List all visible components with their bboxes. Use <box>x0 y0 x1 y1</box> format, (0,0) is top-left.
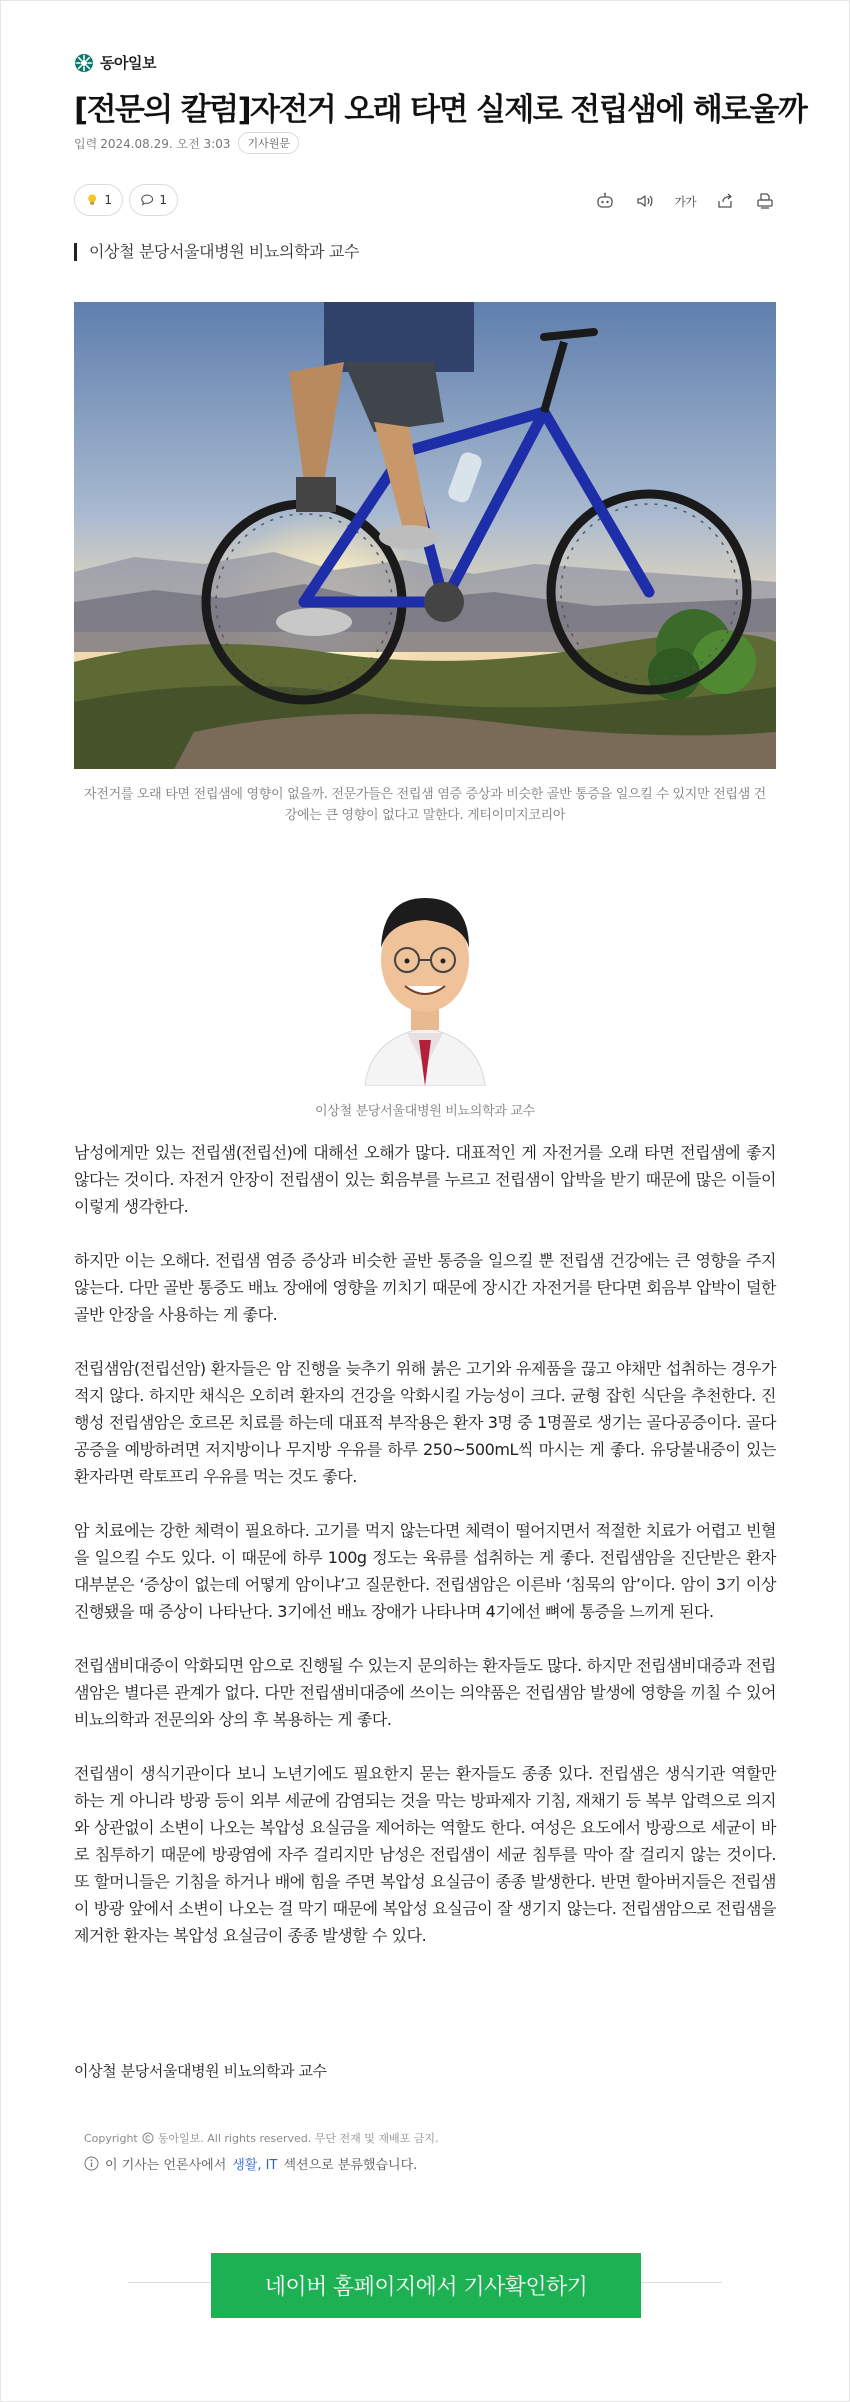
bicycle-photo <box>74 302 776 769</box>
byline: 이상철 분당서울대병원 비뇨의학과 교수 <box>74 243 359 261</box>
comment-count: 1 <box>159 193 167 207</box>
date-value: 2024.08.29. 오전 3:03 <box>100 136 231 151</box>
portrait-caption: 이상철 분당서울대병원 비뇨의학과 교수 <box>315 1104 535 1119</box>
comment-button[interactable] <box>129 184 178 216</box>
share-button[interactable] <box>714 190 736 212</box>
original-article-button[interactable]: 기사원문 <box>238 132 299 154</box>
article-toolbar <box>74 184 776 220</box>
article-paragraph: 남성에게만 있는 전립샘(전립선)에 대해선 오해가 많다. 대표적인 게 자전거를 오래 타면 전립샘에 좋지 않다는 것이다. 자전거 안장이 전립샘이 있는 회음부를 누르고 전립샘이 압박을 받기 때문에 많은 이들이 이렇게 생각한다. <box>74 1143 776 1216</box>
article-paragraph: 하지만 이는 오해다. 전립샘 염증 증상과 비슷한 골반 통증을 일으킬 뿐 전립샘 건강에는 큰 영향을 주지 않는다. 다만 골반 통증도 배뇨 장애에 영향을 끼치기 때문에 장시간 자전거를 탄다면 회음부 압박이 덜한 골반 안장을 사용하는 게 좋다. <box>74 1251 776 1324</box>
article-meta <box>74 132 299 154</box>
article-paragraph: 전립샘비대증이 악화되면 암으로 진행될 수 있는지 문의하는 환자들도 많다. 하지만 전립샘비대증과 전립샘암은 별다른 관계가 없다. 다만 전립샘비대증에 쓰이는 의약품은 전립샘암 발생에 영향을 끼칠 수 있어 비뇨의학과 전문의와 상의 후 복용하는 게 좋다. <box>74 1656 776 1729</box>
print-icon <box>755 191 775 211</box>
classify-prefix: 이 기사는 언론사에서 <box>105 2158 227 2173</box>
publish-date <box>74 135 230 152</box>
bicycle-illustration <box>74 302 776 769</box>
font-size-button[interactable]: 가가 <box>674 194 696 209</box>
press-header[interactable] <box>74 52 156 73</box>
section-classification <box>84 2154 417 2173</box>
author-signoff: 이상철 분당서울대병원 비뇨의학과 교수 <box>74 2062 327 2080</box>
section-links[interactable]: 생활, IT <box>232 2158 278 2173</box>
photo-caption: 자전거를 오래 타면 전립샘에 영향이 없을까. 전문가들은 전립샘 염증 증상과 비슷한 골반 통증을 일으킬 수 있지만 전립샘 건강에는 큰 영향이 없다고 말한다. 게티이미지코리아 <box>84 787 766 823</box>
article-title: [전문의 칼럼]자전거 오래 타면 실제로 전립샘에 해로울까 <box>74 92 807 128</box>
article-paragraph: 전립샘이 생식기관이다 보니 노년기에도 필요한지 묻는 환자들도 종종 있다. 전립샘은 생식기관 역할만 하는 게 아니라 방광 등이 외부 세균에 감염되는 것을 막는 방파제자 기침, 재채기 등 복부 압력으로 의지와 상관없이 소변이 나오는 복압성 요실금을 제어하는 역할도 한다. 여성은 요도에서 방광으로 세균이 바로 침투하기 때문에 방광염에 자주 걸리지만 남성은 전립샘이 세균 침투를 막아 잘 걸리지 않는 것이다. 또 할머니들은 기침을 하거나 배에 힘을 주면 복압성 요실금이 종종 발생한다. 반면 할아버지들은 전립샘이 방광 앞에서 소변이 나오는 걸 막기 때문에 복압성 요실금이 잘 생기지 않는다. 전립샘암으로 전립샘을 제거한 환자는 복압성 요실금이 종종 발생할 수 있다. <box>74 1764 776 1945</box>
donga-logo-icon <box>74 53 94 73</box>
classify-suffix: 섹션으로 분류했습니다. <box>283 2158 418 2173</box>
toolbar-actions <box>594 190 776 212</box>
article-paragraph: 암 치료에는 강한 체력이 필요하다. 고기를 먹지 않는다면 체력이 떨어지면서 적절한 치료가 어렵고 빈혈을 일으킬 수도 있다. 이 때문에 하루 100g 정도는 육류를 섭취하는 게 좋다. 전립샘암을 진단받은 환자 대부분은 ‘증상이 없는데 어떻게 암이냐’고 질문한다. 전립샘암은 이른바 ‘침묵의 암’이다. 암이 3기 이상 진행됐을 때 증상이 나타난다. 3기에선 배뇨 장애가 나타나며 4기에선 뼈에 통증을 느끼게 된다. <box>74 1521 776 1621</box>
summary-bot-icon <box>595 191 615 211</box>
like-count: 1 <box>104 193 112 207</box>
print-button[interactable] <box>754 190 776 212</box>
naver-article-button[interactable]: 네이버 홈페이지에서 기사확인하기 <box>211 2253 641 2318</box>
copyright-prefix: Copyright <box>84 2131 138 2145</box>
author-portrait <box>345 868 505 1086</box>
article-paragraph: 전립샘암(전립선암) 환자들은 암 진행을 늦추기 위해 붉은 고기와 유제품을 끊고 야채만 섭취하는 경우가 적지 않다. 하지만 채식은 오히려 환자의 건강을 악화시킬 가능성이 크다. 균형 잡힌 식단을 추천한다. 진행성 전립샘암은 호르몬 치료를 하는데 대표적 부작용은 환자 3명 중 1명꼴로 생기는 골다공증이다. 골다공증을 예방하려면 저지방이나 무지방 우유를 하루 250~500mL씩 마시는 게 좋다. 유당불내증이 있는 환자라면 락토프리 우유를 먹는 것도 좋다. <box>74 1359 777 1486</box>
author-portrait-illustration <box>345 868 505 1086</box>
speaker-icon <box>635 191 655 211</box>
info-icon <box>84 2156 99 2171</box>
press-name: 동아일보 <box>100 54 156 72</box>
like-button[interactable] <box>74 184 123 216</box>
copyright-text: 동아일보. All rights reserved. 무단 전재 및 재배포 금지. <box>157 2132 439 2145</box>
lightbulb-icon <box>85 191 99 209</box>
copyright-icon <box>142 2132 154 2144</box>
listen-button[interactable] <box>634 190 656 212</box>
article-body <box>74 1139 776 1976</box>
date-label: 입력 <box>74 136 98 151</box>
copyright-notice <box>84 2130 439 2146</box>
summary-button[interactable] <box>594 190 616 212</box>
share-icon <box>715 191 735 211</box>
comment-icon <box>140 192 154 208</box>
